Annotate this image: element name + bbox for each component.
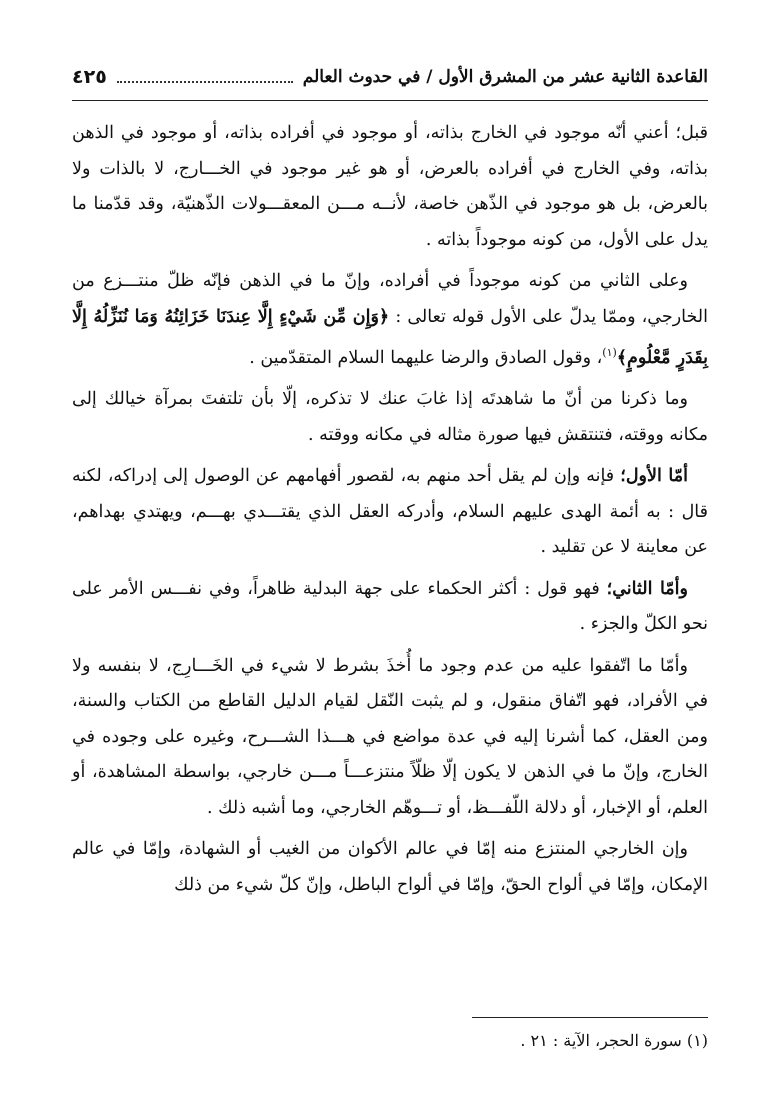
header-dot-leader — [117, 71, 293, 83]
paragraph — [72, 572, 708, 643]
paragraph-text: ، وقول الصادق والرضا عليهما السلام المتقدّمين . — [249, 347, 603, 368]
footnote-reference: (١) — [602, 346, 617, 359]
paragraph: وما ذكرنا من أنّ ما شاهدتَه إذا غابَ عنك لا تذكره، إلّا بأن تلتفتَ بمرآة خيالك إلى مكانه ووقته، فتنتقش فيها صورة مثاله في مكانه ووقته . — [72, 389, 708, 445]
paragraph-text: فإنه وإن لم يقل أحد منهم به، لقصور أفهامهم عن الوصول إلى إدراكه، لكنه قال : به أئمة الهدى عليهم السلام، وأدركه العقل الذي يقتـــدي بهـــم، ويهتدي بهداهم، عن معاينة لا عن تقليد . — [72, 466, 708, 558]
paragraph: قبل؛ أعني أنّه موجود في الخارج بذاته، أو موجود في أفراده بذاته، أو موجود في الذهن بذاته، وفي الخارج في أفراده بالعرض، أو هو غير موجود في الخـــارج، لا بالذات ولا بالعرض، بل هو موجود في الذّهن خاصة، لأنــه مـــن المعقـــولات الذّهنيّة، وقد قدّمنا ما يدل على الأول، من كونه موجوداً بذاته . — [72, 123, 708, 250]
paragraph — [72, 264, 708, 376]
paragraph-text: فهو قول : أكثر الحكماء على جهة البدلية ظاهراً، وفي نفـــس الأمر على نحو الكلّ والجزء . — [72, 578, 708, 635]
paragraph-lead: وأمّا الثاني؛ — [606, 578, 688, 599]
quran-verse: ﴿وَإِن مِّن شَيْءٍ إِلَّا عِندَنَا خَزَائِنُهُ وَمَا نُنَزِّلُهُ إِلَّا بِقَدَرٍ مَّعْلُومٍ﴾ — [72, 306, 708, 368]
header-title: القاعدة الثانية عشر من المشرق الأول / في حدوث العالم — [302, 67, 708, 87]
page-number: ٤٢٥ — [72, 66, 107, 88]
paragraph: وإن الخارجي المنتزع منه إمّا في عالم الأكوان من الغيب أو الشهادة، وإمّا في عالم الإمكان، وإمّا في ألواح الحقّ، وإمّا في ألواح الباطل، وإنّ كلّ شيء من ذلك — [72, 839, 708, 895]
header-divider — [72, 100, 708, 101]
paragraph-text: وعلى الثاني من كونه موجوداً في أفراده، وإنّ ما في الذهن فإنّه ظلّ منتـــزع من الخارجي، وممّا يدلّ على الأول قوله تعالى : — [72, 271, 708, 327]
paragraph — [72, 459, 708, 566]
main-text — [72, 116, 708, 909]
paragraph-lead: أمّا الأول؛ — [620, 466, 688, 487]
footnote: (١) سورة الحجر، الآية : ٢١ . — [520, 1031, 708, 1050]
footnote-divider — [472, 1017, 708, 1018]
paragraph: وأمّا ما اتّفقوا عليه من عدم وجود ما أُخذَ بشرط لا شيء في الخَـــارِج، لا بنفسه ولا في الأفراد، فهو اتّفاق منقول، و لم يثبت النّقل لقيام الدليل القاطع من الكتاب والسنة، ومن العقل، كما أشرنا إليه في عدة مواضع في هـــذا الشـــرح، وغيره على وجوده في الخارج، وإنّ ما في الذهن لا يكون إلّا ظلّاً منتزعـــاً مـــن خارجي، بواسطة المشاهدة، أو العلم، أو الإخبار، أو دلالة اللّفـــظ، أو تـــوهّم الخارجي، وما أشبه ذلك . — [72, 655, 708, 818]
running-header — [72, 60, 708, 94]
